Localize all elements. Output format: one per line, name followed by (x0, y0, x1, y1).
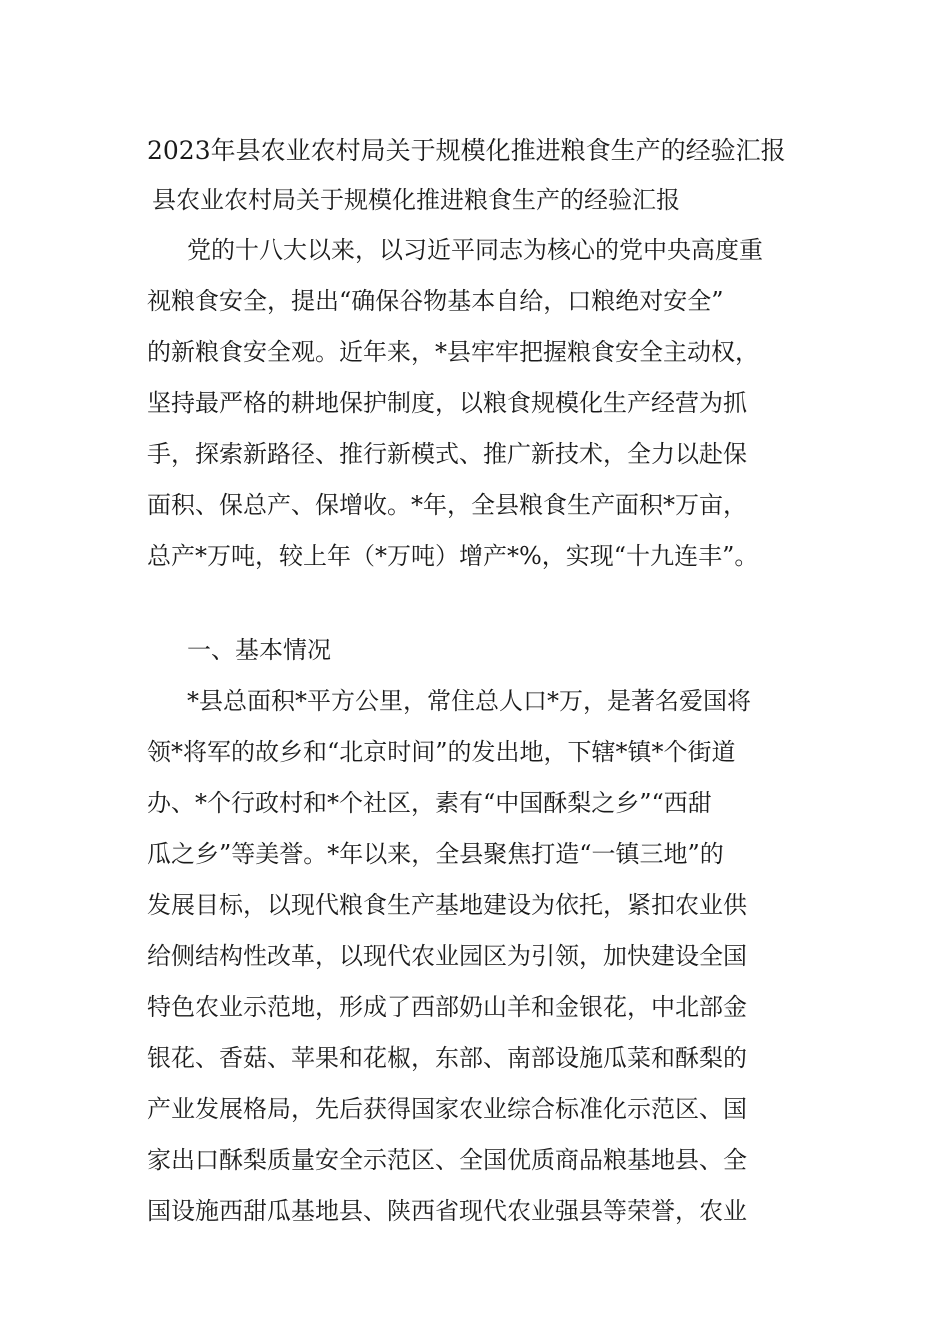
text-line: 领*将军的故乡和“北京时间”的发出地，下辖*镇*个街道 (147, 738, 736, 766)
text-line: 手，探索新路径、推行新模式、推广新技术，全力以赴保 (147, 440, 747, 468)
text-line: 的新粮食安全观。近年来，*县牢牢把握粮食安全主动权， (147, 338, 759, 366)
text-line: 瓜之乡”等美誉。*年以来，全县聚焦打造“一镇三地”的 (147, 840, 724, 868)
text-line: 坚持最严格的耕地保护制度，以粮食规模化生产经营为抓 (147, 389, 747, 417)
text-line: *县总面积*平方公里，常住总人口*万，是著名爱国将 (187, 687, 751, 715)
section-heading: 一、基本情况 (187, 636, 331, 664)
text-line: 发展目标，以现代粮食生产基地建设为依托，紧扣农业供 (147, 891, 747, 919)
text-line: 总产*万吨，较上年（*万吨）增产*%，实现“十九连丰”。 (147, 542, 759, 570)
text-line: 银花、香菇、苹果和花椒，东部、南部设施瓜菜和酥梨的 (147, 1044, 747, 1072)
text-line: 特色农业示范地，形成了西部奶山羊和金银花，中北部金 (147, 993, 747, 1021)
text-line: 给侧结构性改革，以现代农业园区为引领，加快建设全国 (147, 942, 747, 970)
text-line: 视粮食安全，提出“确保谷物基本自给，口粮绝对安全” (147, 287, 724, 315)
document-title: 2023年县农业农村局关于规模化推进粮食生产的经验汇报 (147, 136, 786, 165)
text-line: 办、*个行政村和*个社区，素有“中国酥梨之乡”“西甜 (147, 789, 712, 817)
text-line: 家出口酥梨质量安全示范区、全国优质商品粮基地县、全 (147, 1146, 747, 1174)
document-subtitle: 县农业农村局关于规模化推进粮食生产的经验汇报 (152, 186, 680, 214)
text-line: 国设施西甜瓜基地县、陕西省现代农业强县等荣誉，农业 (147, 1197, 747, 1225)
text-line: 产业发展格局，先后获得国家农业综合标准化示范区、国 (147, 1095, 747, 1123)
text-line: 党的十八大以来，以习近平同志为核心的党中央高度重 (187, 236, 763, 264)
text-line: 面积、保总产、保增收。*年，全县粮食生产面积*万亩， (147, 491, 747, 519)
